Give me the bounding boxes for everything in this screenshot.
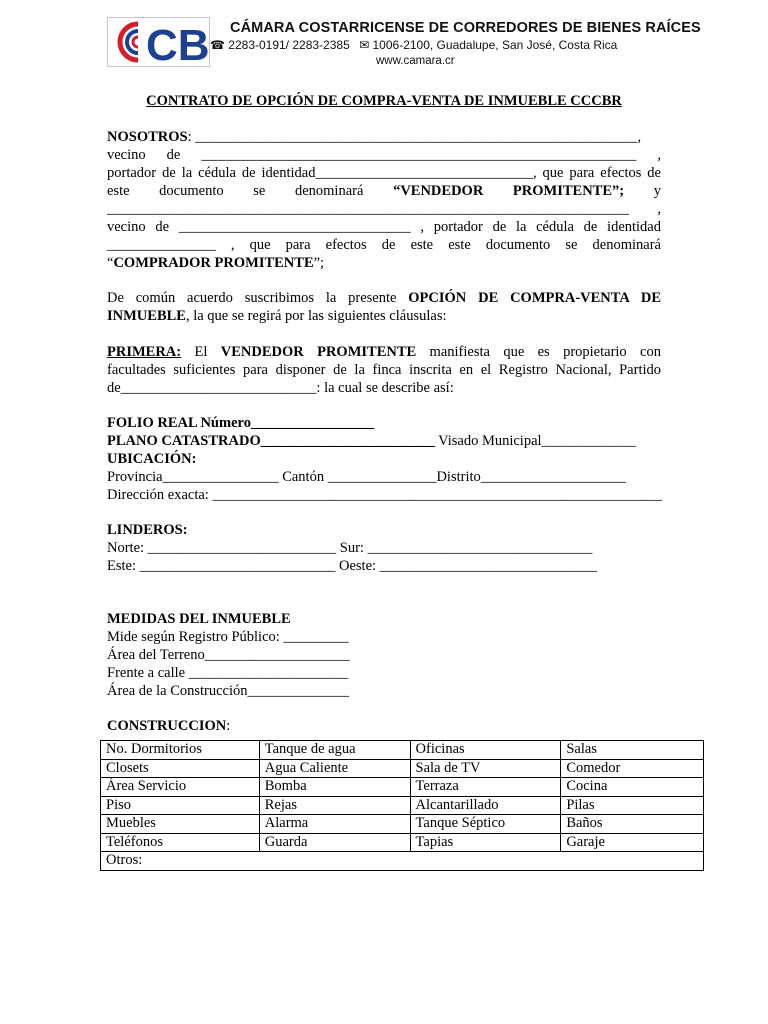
contract-title: CONTRATO DE OPCIÓN DE COMPRA-VENTA DE INMUEBLE CCCBR bbox=[146, 93, 622, 109]
primera-label: PRIMERA: bbox=[107, 344, 182, 360]
contact-line bbox=[210, 38, 617, 52]
otros-cell: Otros: bbox=[101, 852, 704, 871]
construccion-label: CONSTRUCCION: bbox=[107, 718, 231, 734]
table-cell: Agua Caliente bbox=[259, 759, 410, 778]
table-cell: Rejas bbox=[259, 796, 410, 815]
ubicacion-label: UBICACIÓN: bbox=[107, 451, 197, 467]
cbr-logo bbox=[107, 17, 210, 67]
table-row bbox=[101, 833, 704, 852]
table-cell: No. Dormitorios bbox=[101, 741, 260, 760]
table-cell: Closets bbox=[101, 759, 260, 778]
table-cell: Piso bbox=[101, 796, 260, 815]
table-cell: Área Servicio bbox=[101, 778, 260, 797]
nosotros-label: NOSOTROS bbox=[107, 129, 188, 145]
org-name: CÁMARA COSTARRICENSE DE CORREDORES DE BIENES RAÍCES bbox=[230, 20, 701, 36]
linderos-norte-sur: Norte: __________________________ Sur: _______________________________ bbox=[107, 540, 593, 556]
direccion-line: Dirección exacta: ______________________________________________________________ bbox=[107, 487, 662, 503]
table-cell: Alarma bbox=[259, 815, 410, 834]
plano-catastrado: PLANO CATASTRADO________________________ Visado Municipal_____________ bbox=[107, 433, 636, 449]
table-cell: Pilas bbox=[561, 796, 704, 815]
area-construccion: Área de la Construcción______________ bbox=[107, 683, 350, 699]
table-cell: Bomba bbox=[259, 778, 410, 797]
parties-line-6: vecino de ________________________________ , portador de la cédula de identidad bbox=[107, 219, 661, 235]
postal-address: 1006-2100, Guadalupe, San José, Costa Rica bbox=[372, 38, 618, 52]
table-cell: Muebles bbox=[101, 815, 260, 834]
table-row bbox=[101, 815, 704, 834]
vendedor-label: “VENDEDOR PROMITENTE”; bbox=[393, 183, 625, 199]
table-row bbox=[101, 796, 704, 815]
table-cell: Tanque Séptico bbox=[410, 815, 561, 834]
website: www.camara.cr bbox=[376, 55, 455, 67]
parties-line-7: _______________ , que para efectos de este este documento se denominará bbox=[107, 237, 661, 253]
comprador-label: COMPRADOR PROMITENTE bbox=[113, 255, 314, 271]
phone-numbers: 2283-0191/ 2283-2385 bbox=[228, 38, 350, 52]
intro-line-2: INMUEBLE, la que se regirá por las siguientes cláusulas: bbox=[107, 308, 447, 324]
table-cell: Teléfonos bbox=[101, 833, 260, 852]
table-cell: Terraza bbox=[410, 778, 561, 797]
folio-real: FOLIO REAL Número_________________ bbox=[107, 415, 375, 431]
primera-line-3: de___________________________: la cual se describe así: bbox=[107, 380, 454, 396]
linderos-label: LINDEROS: bbox=[107, 522, 188, 538]
table-cell: Oficinas bbox=[410, 741, 561, 760]
table-cell: Salas bbox=[561, 741, 704, 760]
table-cell: Garaje bbox=[561, 833, 704, 852]
medida-registro: Mide según Registro Público: _________ bbox=[107, 629, 349, 645]
primera-line-2: facultades suficientes para disponer de la finca inscrita en el Registro Nacional, Partido bbox=[107, 362, 661, 378]
parties-line-4: este documento se denominará “VENDEDOR PROMITENTE”; y bbox=[107, 183, 661, 199]
parties-line-1: NOSOTROS: _____________________________________________________________, bbox=[107, 129, 642, 145]
area-terreno: Área del Terreno____________________ bbox=[107, 647, 350, 663]
table-row bbox=[101, 741, 704, 760]
table-cell: Comedor bbox=[561, 759, 704, 778]
logo-graphic bbox=[108, 18, 209, 66]
table-row-otros bbox=[101, 852, 704, 871]
table-cell: Guarda bbox=[259, 833, 410, 852]
table-cell: Tanque de agua bbox=[259, 741, 410, 760]
phone-icon: ☎ bbox=[210, 38, 225, 52]
parties-line-5: ________________________________________________________________________ , bbox=[107, 201, 661, 217]
intro-line-1: De común acuerdo suscribimos la presente OPCIÓN DE COMPRA-VENTA DE bbox=[107, 290, 661, 306]
linderos-este-oeste: Este: ___________________________ Oeste: ______________________________ bbox=[107, 558, 598, 574]
logo-text: CB bbox=[146, 21, 209, 66]
table-cell: Alcantarillado bbox=[410, 796, 561, 815]
provincia-line: Provincia________________ Cantón _______________Distrito____________________ bbox=[107, 469, 626, 485]
table-cell: Cocina bbox=[561, 778, 704, 797]
table-cell: Sala de TV bbox=[410, 759, 561, 778]
medidas-label: MEDIDAS DEL INMUEBLE bbox=[107, 611, 291, 627]
primera-line-1: PRIMERA: El VENDEDOR PROMITENTE manifiesta que es propietario con bbox=[107, 344, 661, 360]
construccion-table bbox=[100, 740, 704, 871]
table-cell: Baños bbox=[561, 815, 704, 834]
parties-line-2: vecino de ____________________________________________________________ , bbox=[107, 147, 661, 163]
frente-calle: Frente a calle ______________________ bbox=[107, 665, 349, 681]
parties-line-3: portador de la cédula de identidad______________________________, que para efectos de bbox=[107, 165, 661, 181]
table-row bbox=[101, 759, 704, 778]
table-row bbox=[101, 778, 704, 797]
mail-icon: ✉ bbox=[359, 38, 370, 52]
parties-line-8: “COMPRADOR PROMITENTE”; bbox=[107, 255, 325, 271]
table-cell: Tapias bbox=[410, 833, 561, 852]
